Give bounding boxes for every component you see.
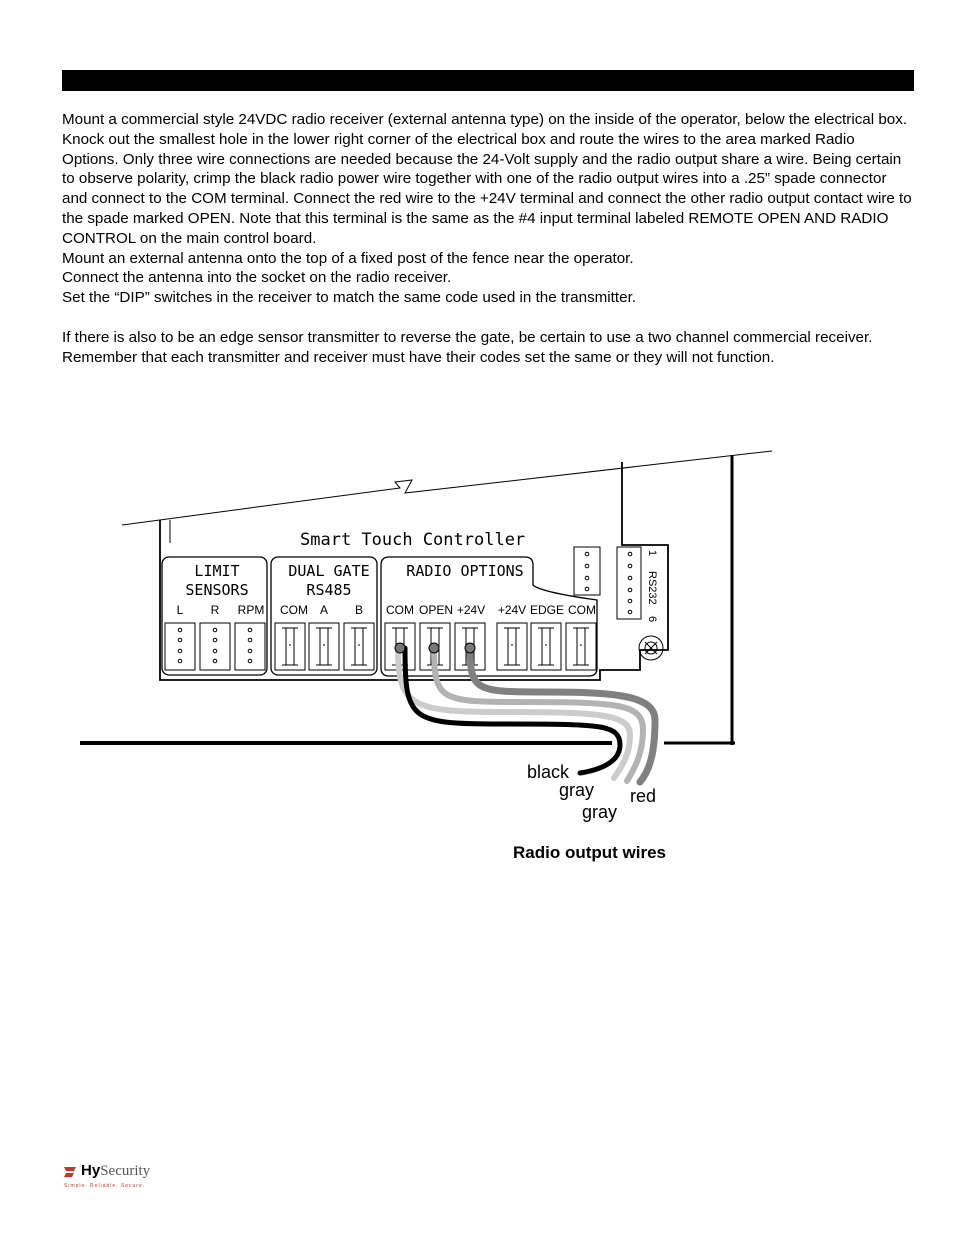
rs232-pin-1: 1 [646, 550, 658, 557]
spade-terminal-com-dual [275, 623, 305, 670]
terminal-label-plus24-radio: +24V [456, 603, 486, 617]
rs232-pin-6: 6 [646, 616, 658, 623]
terminal-label-r: R [210, 603, 220, 617]
terminal-label-edge: EDGE [529, 603, 565, 617]
wire-label-black: black [527, 762, 570, 782]
spade-terminal-plus24-edge [497, 623, 527, 670]
spade-terminal-a [309, 623, 339, 670]
aux-header [574, 547, 600, 595]
limit-sensors-label-2: SENSORS [185, 581, 249, 599]
spade-terminal-com-edge [566, 623, 596, 670]
wire-label-gray-2: gray [582, 802, 618, 822]
radio-output-wires [395, 643, 655, 782]
paragraph-dip-switches: Set the “DIP” switches in the receiver to match the same code used in the transmitter. [62, 289, 637, 307]
terminal-label-com-dual: COM [280, 603, 308, 617]
spade-terminal-b [344, 623, 374, 670]
diagram-caption: Radio output wires [513, 843, 666, 862]
wire-label-red: red [630, 786, 657, 806]
terminal-label-rpm: RPM [237, 603, 265, 617]
limit-sensors-label-1: LIMIT [194, 562, 240, 580]
controller-title: Smart Touch Controller [300, 530, 526, 550]
terminal-label-open: OPEN [418, 603, 454, 617]
paragraph-connect-antenna: Connect the antenna into the socket on the radio receiver. [62, 269, 452, 287]
terminal-label-b: B [354, 603, 364, 617]
terminal-label-a: A [319, 603, 329, 617]
terminal-label-com-radio: COM [386, 603, 414, 617]
terminal-label-l: L [176, 603, 184, 617]
dual-gate-label-2: RS485 [306, 581, 352, 599]
paragraph-mount-receiver: Mount a commercial style 24VDC radio receiver (external antenna type) on the inside of the operator, below the electrical box. Knock out the smallest hole in the lower right corner of the electrical box and route the wires to the area marked Radio Options. Only three wire connections are needed because the 24-Volt supply and the radio output share a wire. Being certain to observe polarity, crimp the black radio power wire together with one of the radio output wires into a .25” spade connector and connect to the COM terminal. Connect the red wire to the +24V terminal and connect the other radio output contact wire to the spade marked OPEN. Note that this terminal is the same as the #4 input terminal labeled REMOTE OPEN AND RADIO CONTROL on the main control board. [62, 111, 912, 247]
terminal-label-com-edge: COM [568, 603, 596, 617]
paragraph-edge-sensor: If there is also to be an edge sensor transmitter to reverse the gate, be certain to use a two channel commercial receiver. Remember that each transmitter and receiver must have their codes set the same or they will not function. [62, 328, 873, 366]
operator-cover-outline [80, 451, 772, 745]
radio-options-label: RADIO OPTIONS [406, 562, 524, 580]
rs232-label: RS232 [646, 571, 658, 605]
rs232-header [617, 547, 641, 619]
paragraph-mount-antenna: Mount an external antenna onto the top of a fixed post of the fence near the operator. [62, 249, 634, 267]
spade-terminal-edge [531, 623, 561, 670]
wire-label-gray-1: gray [559, 780, 595, 800]
hysecurity-logo: HySecurity Simple. Reliable. Secure. [64, 1162, 151, 1189]
dual-gate-label-1: DUAL GATE [288, 562, 370, 580]
mounting-screw [639, 636, 663, 660]
hysecurity-mark-icon [62, 1165, 79, 1179]
terminal-label-plus24-edge: +24V [497, 603, 527, 617]
